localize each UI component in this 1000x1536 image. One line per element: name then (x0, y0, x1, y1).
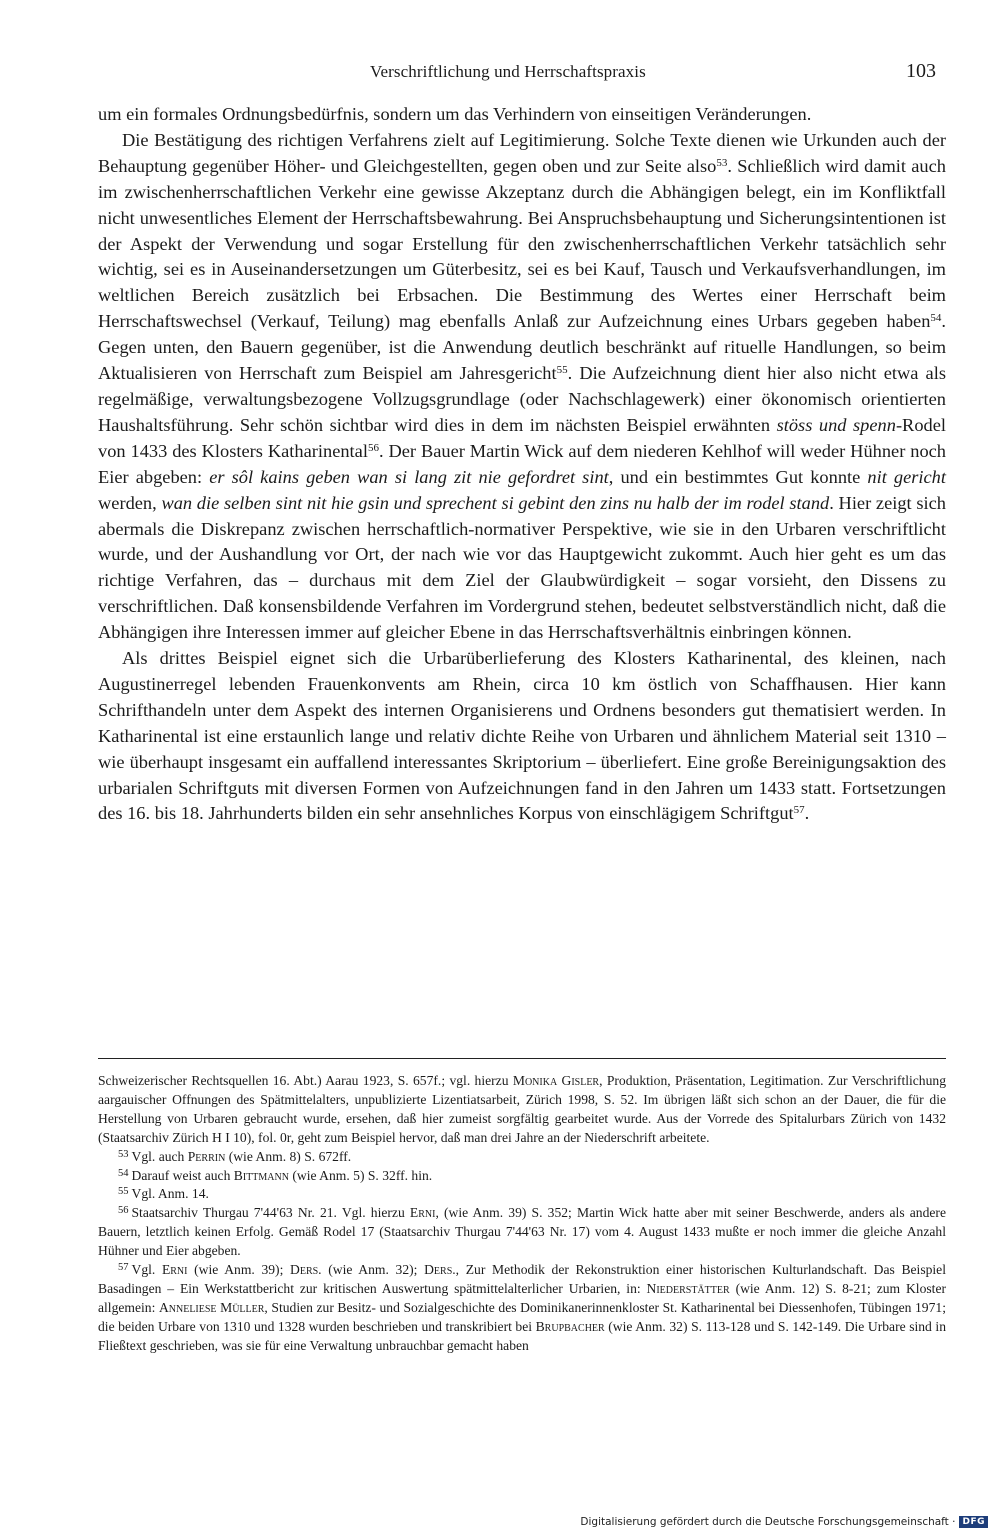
running-title: Verschriftlichung und Herrschaftspraxis (370, 62, 646, 81)
footnote-ref-57[interactable]: 57 (793, 804, 805, 817)
paragraph-1: um ein formales Ordnungsbedürfnis, sondern um das Verhindern von einseitigen Veränderungen. (98, 104, 812, 124)
page-number: 103 (906, 60, 936, 82)
footnote-ref-56[interactable]: 56 (367, 441, 379, 454)
footnote-56: $^{56}$ Staatsarchiv Thurgau 7'44'63 Nr. 21. Vgl. hierzu Erni, (wie Anm. 39) S. 352; Martin Wick hatte aber mit seiner Beschwerde, anders als andere Bauern, letztlich keinen Erfolg. Gemäß Rodel 17 (Staatsarchiv Thurgau 7'44'63 Nr. 17) vom 4. August 1433 mußte er noch immer die gleiche Anzahl Hühner und Eier abgeben. (98, 1205, 946, 1259)
footnote-divider (98, 1058, 946, 1059)
footnote-54: $^{54}$ Darauf weist auch Bittmann (wie Anm. 5) S. 32ff. hin. (118, 1167, 433, 1183)
digitization-note: Digitalisierung gefördert durch die Deutsche Forschungsgemeinschaft · (580, 1516, 956, 1528)
footnote-continuation: Schweizerischer Rechtsquellen 16. Abt.) Aarau 1923, S. 657f.; vgl. hierzu Monika Gisler, Produktion, Präsentation, Legitimation. Zur Verschriftlichung aargauischer Offnungen des Spätmittelalters, unpublizierte Lizentiatsarbeit, Zürich 1998, S. 52. Im übrigen läßt sich schon an der Dauer, die für die Herstellung von Urbaren gebraucht wurde, ersehen, daß hier zumeist sorgfältig gearbeitet wurde. Aus der Vorrede des Spitalurbars Zürich von 1432 (Staatsarchiv Zürich H I 10), fol. 0r, geht zum Beispiel hervor, daß man drei Jahre an der Niederschrift arbeitete. (98, 1073, 946, 1145)
footnote-55: $^{55}$ Vgl. Anm. 14. (118, 1186, 209, 1202)
footnote-ref-53[interactable]: 53 (716, 156, 728, 169)
main-text (98, 102, 946, 827)
digitization-footer (580, 1516, 988, 1528)
page-header (98, 62, 936, 88)
footnote-53: $^{53}$ Vgl. auch Perrin (wie Anm. 8) S. 672ff. (118, 1148, 352, 1164)
footnote-ref-54[interactable]: 54 (930, 312, 942, 325)
quote-stoss-und-spenn: stöss und spenn (776, 414, 896, 435)
quote-nit-gericht: nit gericht (867, 466, 946, 487)
paragraph-3: Als drittes Beispiel eignet sich die Urbarüberlieferung des Klosters Katharinental, des kleinen, nach Augustinerregel lebenden Frauenkonvents am Rhein, circa 10 km östlich von Schaffhausen. Hier kann Schrifthandeln unter dem Aspekt des internen Organisierens und Ordnens besonders gut thematisiert werden. In Katharinental ist eine erstaunlich lange und relativ dichte Reihe von Urbaren und ähnlichem Material seit 1310 – wie überhaupt insgesamt ein auffallend interessantes Skriptorium – überliefert. Eine große Bereinigungsaktion des urbarialen Schriftguts mit diversen Formen von Aufzeichnungen fand in den Jahren um 1433 statt. Fortsetzungen des 16. bis 18. Jahrhunderts bilden ein sehr ansehnliches Korpus von einschlägigem Schriftgut$^{57}$. (98, 648, 946, 824)
quote-wick: er sôl kains geben wan si lang zit nie gefordret sint (209, 466, 609, 487)
footnotes (98, 1058, 946, 1356)
footnote-57: $^{57}$ Vgl. Erni (wie Anm. 39); Ders. (wie Anm. 32); Ders., Zur Methodik der Rekonstruktion einer historischen Kulturlandschaft. Das Beispiel Basadingen – Ein Werkstattbericht zur kritischen Auswertung spätmittelalterlicher Urbarien, in: Niederstätter (wie Anm. 12) S. 8-21; zum Kloster allgemein: Anneliese Müller, Studien zur Besitz- und Sozialgeschichte des Dominikanerinnenkloster St. Katharinental bei Diessenhofen, Tübingen 1971; die beiden Urbare von 1310 und 1328 wurden beschrieben und transkribiert bei Brupbacher (wie Anm. 32) S. 113-128 und S. 142-149. Die Urbare sind in Fließtext geschrieben, was sie für eine Verwaltung unbrauchbar gemacht haben (98, 1262, 947, 1353)
footnote-ref-55[interactable]: 55 (556, 364, 568, 377)
quote-rodel: wan die selben sint nit hie gsin und sprechent si gebint den zins nu halb der im rodel stand (161, 492, 830, 513)
dfg-logo-icon[interactable]: DFG (959, 1516, 988, 1528)
paragraph-2: Die Bestätigung des richtigen Verfahrens zielt auf Legitimierung. Solche Texte dienen wie Urkunden auch der Behauptung gegenüber Höher- und Gleichgestellten, gegen oben und zur Seite also$^{53}$. Schließlich wird damit auch im zwischenherrschaftlichen Verkehr eine gewisse Akzeptanz durch die Abhängigen belegt, ein im Konfliktfall nicht unwesentliches Element der Herrschaftsbewahrung. Bei Anspruchsbehauptung und Sicherungsintentionen ist der Aspekt der Verwendung und sogar Erstellung für den zwischenherrschaftlichen Verkehr tatsächlich sehr wichtig, sei es in Auseinandersetzungen um Güterbesitz, sei es bei Kauf, Tausch und Verkaufsverhandlungen, im weltlichen Bereich zusätzlich bei Erbsachen. Die Bestimmung des Wertes einer Herrschaft beim Herrschaftswechsel (Verkauf, Teilung) mag ebenfalls Anlaß zur Aufzeichnung eines Urbars gegeben haben$^{54}$. Gegen unten, den Bauern gegenüber, ist die Anwendung deutlich beschränkt auf rituelle Handlungen, so beim Aktualisieren von Herrschaft zum Beispiel am Jahresgericht$^{55}$. Die Aufzeichnung dient hier also nicht etwa als regelmäßige, verwaltungsbezogene Vollzugsgrundlage (oder Nachschlagewerk) einer ökonomisch orientierten Haushaltsführung. Sehr schön sichtbar wird dies in dem im nächsten Beispiel erwähnten stöss und spenn-Rodel von 1433 des Klosters Katharinental$^{56}$. Der Bauer Martin Wick auf dem niederen Kehlhof will weder Hühner noch Eier abgeben: er sôl kains geben wan si lang zit nie gefordret sint, und ein bestimmtes Gut konnte nit gericht werden, wan die selben sint nit hie gsin und sprechent si gebint den zins nu halb der im rodel stand. Hier zeigt sich abermals die Diskrepanz zwischen herrschaftlich-normativer Perspektive, wie sie in den Urbaren verschriftlicht wurde, und der Aushandlung vor Ort, der nach wie vor das Hauptgewicht zukommt. Auch hier geht es um das richtige Verfahren, das – durchaus mit dem Ziel der Glaubwürdigkeit – sogar vorsieht, den Dissens zu verschriftlichen. Daß konsensbildende Verfahren im Vordergrund stehen, bedeutet selbstverständlich nicht, daß die Abhängigen ihre Interessen immer auf gleicher Ebene in das Herrschaftsverhältnis einbringen können. (98, 129, 947, 643)
